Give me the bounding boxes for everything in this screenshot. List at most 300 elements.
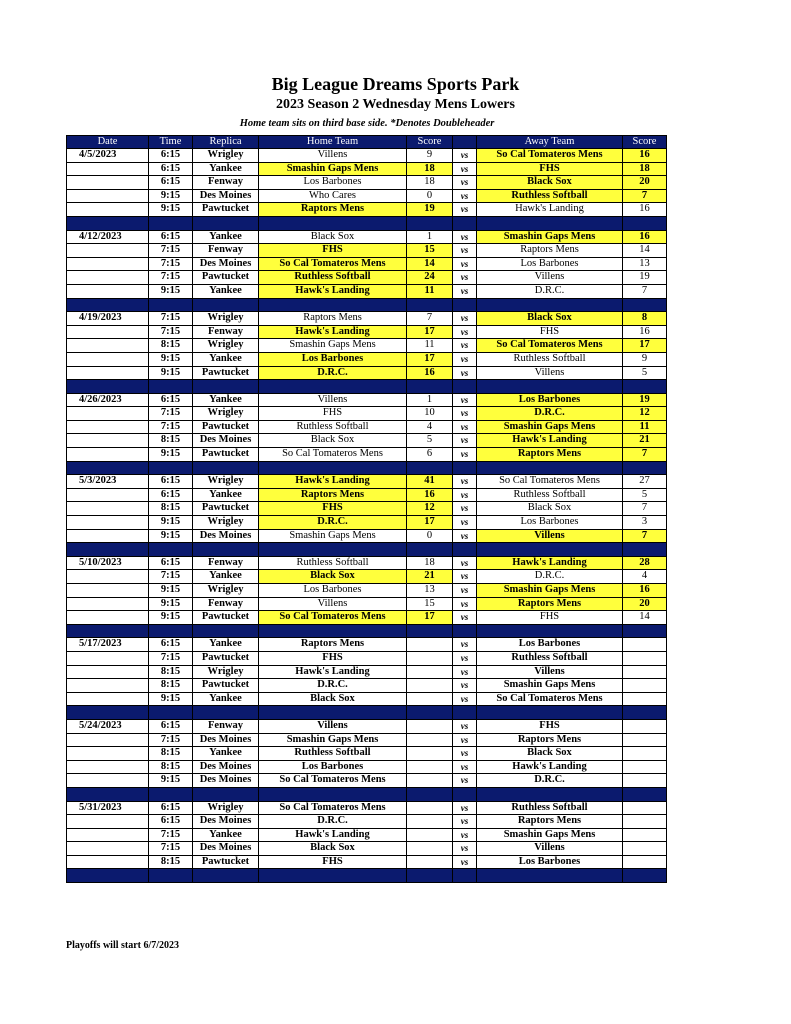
header-row	[67, 136, 667, 149]
separator-cell	[193, 461, 259, 475]
away-team: Villens	[477, 665, 623, 679]
separator-cell	[259, 543, 407, 557]
away-team: Ruthless Softball	[477, 352, 623, 366]
home-team: Ruthless Softball	[259, 271, 407, 285]
away-score	[623, 842, 667, 856]
home-team: D.R.C.	[259, 366, 407, 380]
table-row	[67, 733, 667, 747]
separator-cell	[453, 706, 477, 720]
home-score: 4	[407, 420, 453, 434]
home-team: So Cal Tomateros Mens	[259, 774, 407, 788]
vs-label: vs	[453, 149, 477, 163]
home-team: Smashin Gaps Mens	[259, 339, 407, 353]
game-time: 9:15	[149, 366, 193, 380]
home-team: Hawk's Landing	[259, 828, 407, 842]
game-date	[67, 733, 149, 747]
vs-label: vs	[453, 760, 477, 774]
game-date	[67, 774, 149, 788]
game-time: 9:15	[149, 516, 193, 530]
table-row	[67, 570, 667, 584]
game-date: 4/19/2023	[67, 312, 149, 326]
home-team: Black Sox	[259, 842, 407, 856]
away-score: 5	[623, 366, 667, 380]
home-score	[407, 733, 453, 747]
separator-cell	[149, 298, 193, 312]
game-date	[67, 325, 149, 339]
header-away-score: Score	[623, 136, 667, 149]
table-row	[67, 774, 667, 788]
game-field: Wrigley	[193, 407, 259, 421]
home-score	[407, 774, 453, 788]
week-separator	[67, 380, 667, 394]
away-score	[623, 733, 667, 747]
game-date	[67, 271, 149, 285]
game-date	[67, 502, 149, 516]
game-time: 7:15	[149, 733, 193, 747]
header-time: Time	[149, 136, 193, 149]
away-score: 8	[623, 312, 667, 326]
separator-cell	[477, 380, 623, 394]
game-date	[67, 434, 149, 448]
game-field: Yankee	[193, 747, 259, 761]
home-team: FHS	[259, 407, 407, 421]
game-date	[67, 665, 149, 679]
game-field: Des Moines	[193, 257, 259, 271]
game-field: Des Moines	[193, 760, 259, 774]
away-score	[623, 719, 667, 733]
page-subtitle: 2023 Season 2 Wednesday Mens Lowers	[276, 97, 515, 112]
away-score	[623, 801, 667, 815]
separator-cell	[193, 380, 259, 394]
vs-label: vs	[453, 203, 477, 217]
home-score	[407, 760, 453, 774]
game-date	[67, 855, 149, 869]
separator-cell	[259, 380, 407, 394]
vs-label: vs	[453, 570, 477, 584]
game-field: Pawtucket	[193, 855, 259, 869]
vs-label: vs	[453, 325, 477, 339]
home-team: FHS	[259, 855, 407, 869]
table-row	[67, 488, 667, 502]
vs-label: vs	[453, 774, 477, 788]
game-time: 7:15	[149, 312, 193, 326]
header-vs	[453, 136, 477, 149]
away-score: 16	[623, 584, 667, 598]
week-separator	[67, 298, 667, 312]
home-team: Los Barbones	[259, 352, 407, 366]
home-score: 11	[407, 284, 453, 298]
vs-label: vs	[453, 842, 477, 856]
game-date	[67, 257, 149, 271]
away-team: Smashin Gaps Mens	[477, 828, 623, 842]
away-score: 12	[623, 407, 667, 421]
home-score: 14	[407, 257, 453, 271]
week-separator	[67, 706, 667, 720]
game-time: 7:15	[149, 407, 193, 421]
home-team: So Cal Tomateros Mens	[259, 611, 407, 625]
away-team: Villens	[477, 529, 623, 543]
game-time: 6:15	[149, 149, 193, 163]
table-row	[67, 679, 667, 693]
away-score: 4	[623, 570, 667, 584]
away-team: Hawk's Landing	[477, 434, 623, 448]
game-time: 7:15	[149, 842, 193, 856]
home-team: Villens	[259, 597, 407, 611]
game-time: 6:15	[149, 638, 193, 652]
game-field: Des Moines	[193, 774, 259, 788]
home-team: Raptors Mens	[259, 488, 407, 502]
page-note: Home team sits on third base side. *Denotes Doubleheader	[239, 118, 495, 129]
separator-cell	[259, 869, 407, 883]
home-team: Los Barbones	[259, 176, 407, 190]
vs-label: vs	[453, 189, 477, 203]
vs-label: vs	[453, 801, 477, 815]
away-score	[623, 855, 667, 869]
game-date	[67, 529, 149, 543]
game-date	[67, 842, 149, 856]
separator-cell	[623, 298, 667, 312]
table-row	[67, 801, 667, 815]
away-team: Los Barbones	[477, 257, 623, 271]
game-time: 8:15	[149, 747, 193, 761]
game-time: 6:15	[149, 719, 193, 733]
away-team: Los Barbones	[477, 638, 623, 652]
away-score: 17	[623, 339, 667, 353]
home-team: Villens	[259, 149, 407, 163]
home-team: Smashin Gaps Mens	[259, 529, 407, 543]
game-date	[67, 488, 149, 502]
game-date	[67, 584, 149, 598]
game-date: 5/3/2023	[67, 475, 149, 489]
home-score: 17	[407, 325, 453, 339]
table-row	[67, 149, 667, 163]
separator-cell	[407, 543, 453, 557]
home-score: 18	[407, 556, 453, 570]
separator-cell	[477, 787, 623, 801]
separator-cell	[407, 216, 453, 230]
vs-label: vs	[453, 529, 477, 543]
game-date	[67, 244, 149, 258]
vs-label: vs	[453, 855, 477, 869]
separator-cell	[407, 869, 453, 883]
game-time: 7:15	[149, 257, 193, 271]
separator-cell	[407, 787, 453, 801]
home-score	[407, 842, 453, 856]
separator-cell	[477, 869, 623, 883]
away-score: 11	[623, 420, 667, 434]
home-score: 1	[407, 230, 453, 244]
game-date	[67, 162, 149, 176]
game-time: 6:15	[149, 230, 193, 244]
away-score: 16	[623, 230, 667, 244]
schedule-table	[66, 135, 667, 883]
away-score: 9	[623, 352, 667, 366]
home-score: 0	[407, 529, 453, 543]
vs-label: vs	[453, 366, 477, 380]
separator-cell	[623, 216, 667, 230]
game-field: Yankee	[193, 638, 259, 652]
away-score	[623, 774, 667, 788]
home-score: 21	[407, 570, 453, 584]
table-row	[67, 747, 667, 761]
header-date: Date	[67, 136, 149, 149]
week-separator	[67, 543, 667, 557]
game-field: Des Moines	[193, 842, 259, 856]
away-score: 28	[623, 556, 667, 570]
home-team: Hawk's Landing	[259, 325, 407, 339]
vs-label: vs	[453, 244, 477, 258]
away-score: 7	[623, 189, 667, 203]
game-date	[67, 597, 149, 611]
vs-label: vs	[453, 162, 477, 176]
game-time: 9:15	[149, 692, 193, 706]
page-title: Big League Dreams Sports Park	[271, 74, 520, 94]
game-field: Des Moines	[193, 434, 259, 448]
away-team: So Cal Tomateros Mens	[477, 339, 623, 353]
home-score	[407, 692, 453, 706]
vs-label: vs	[453, 679, 477, 693]
separator-cell	[67, 380, 149, 394]
separator-cell	[623, 869, 667, 883]
game-time: 6:15	[149, 815, 193, 829]
game-field: Pawtucket	[193, 366, 259, 380]
vs-label: vs	[453, 488, 477, 502]
home-score: 17	[407, 352, 453, 366]
table-row	[67, 434, 667, 448]
table-row	[67, 584, 667, 598]
home-score: 5	[407, 434, 453, 448]
game-time: 9:15	[149, 529, 193, 543]
vs-label: vs	[453, 434, 477, 448]
away-team: D.R.C.	[477, 774, 623, 788]
separator-cell	[477, 216, 623, 230]
game-time: 9:15	[149, 584, 193, 598]
home-score: 12	[407, 502, 453, 516]
away-score: 21	[623, 434, 667, 448]
home-team: Black Sox	[259, 570, 407, 584]
game-date: 5/10/2023	[67, 556, 149, 570]
game-date	[67, 339, 149, 353]
table-row	[67, 244, 667, 258]
separator-cell	[623, 543, 667, 557]
away-score: 20	[623, 176, 667, 190]
table-row	[67, 638, 667, 652]
table-row	[67, 611, 667, 625]
separator-cell	[193, 543, 259, 557]
away-score	[623, 828, 667, 842]
home-team: D.R.C.	[259, 815, 407, 829]
separator-cell	[149, 543, 193, 557]
table-row	[67, 257, 667, 271]
home-score: 18	[407, 176, 453, 190]
away-score	[623, 760, 667, 774]
table-row	[67, 203, 667, 217]
home-team: Black Sox	[259, 692, 407, 706]
away-score	[623, 651, 667, 665]
home-team: Black Sox	[259, 230, 407, 244]
away-score: 20	[623, 597, 667, 611]
game-time: 9:15	[149, 203, 193, 217]
away-team: Ruthless Softball	[477, 801, 623, 815]
separator-cell	[623, 706, 667, 720]
home-score: 10	[407, 407, 453, 421]
home-team: So Cal Tomateros Mens	[259, 257, 407, 271]
game-field: Pawtucket	[193, 651, 259, 665]
game-field: Fenway	[193, 719, 259, 733]
game-date	[67, 679, 149, 693]
game-date: 5/31/2023	[67, 801, 149, 815]
away-team: Villens	[477, 366, 623, 380]
game-field: Wrigley	[193, 312, 259, 326]
game-field: Wrigley	[193, 665, 259, 679]
separator-cell	[453, 869, 477, 883]
table-row	[67, 420, 667, 434]
week-separator	[67, 787, 667, 801]
away-score: 14	[623, 611, 667, 625]
game-field: Wrigley	[193, 475, 259, 489]
away-score: 13	[623, 257, 667, 271]
home-score: 0	[407, 189, 453, 203]
game-date	[67, 570, 149, 584]
vs-label: vs	[453, 393, 477, 407]
home-team: D.R.C.	[259, 516, 407, 530]
home-team: Villens	[259, 393, 407, 407]
home-score: 11	[407, 339, 453, 353]
game-date	[67, 760, 149, 774]
separator-cell	[193, 869, 259, 883]
game-field: Yankee	[193, 352, 259, 366]
game-date	[67, 352, 149, 366]
game-field: Fenway	[193, 597, 259, 611]
game-time: 8:15	[149, 502, 193, 516]
game-time: 7:15	[149, 828, 193, 842]
away-team: D.R.C.	[477, 284, 623, 298]
game-date: 4/26/2023	[67, 393, 149, 407]
game-time: 6:15	[149, 488, 193, 502]
home-score	[407, 665, 453, 679]
home-score	[407, 801, 453, 815]
game-time: 6:15	[149, 393, 193, 407]
table-row	[67, 352, 667, 366]
away-score: 14	[623, 244, 667, 258]
game-field: Wrigley	[193, 584, 259, 598]
game-field: Fenway	[193, 176, 259, 190]
home-score: 19	[407, 203, 453, 217]
game-date	[67, 611, 149, 625]
game-field: Pawtucket	[193, 679, 259, 693]
separator-cell	[477, 543, 623, 557]
game-field: Yankee	[193, 230, 259, 244]
away-team: FHS	[477, 611, 623, 625]
separator-cell	[149, 706, 193, 720]
home-score: 17	[407, 516, 453, 530]
table-row	[67, 665, 667, 679]
home-team: So Cal Tomateros Mens	[259, 448, 407, 462]
week-separator	[67, 216, 667, 230]
away-team: Hawk's Landing	[477, 203, 623, 217]
week-separator	[67, 869, 667, 883]
vs-label: vs	[453, 638, 477, 652]
vs-label: vs	[453, 176, 477, 190]
separator-cell	[407, 706, 453, 720]
separator-cell	[453, 787, 477, 801]
away-team: Smashin Gaps Mens	[477, 679, 623, 693]
game-time: 7:15	[149, 651, 193, 665]
table-row	[67, 271, 667, 285]
game-date	[67, 815, 149, 829]
header-away-team: Away Team	[477, 136, 623, 149]
separator-cell	[149, 787, 193, 801]
separator-cell	[193, 216, 259, 230]
away-score: 5	[623, 488, 667, 502]
vs-label: vs	[453, 597, 477, 611]
game-time: 9:15	[149, 352, 193, 366]
game-time: 9:15	[149, 189, 193, 203]
vs-label: vs	[453, 815, 477, 829]
game-date	[67, 203, 149, 217]
separator-cell	[67, 298, 149, 312]
game-time: 8:15	[149, 679, 193, 693]
home-team: D.R.C.	[259, 679, 407, 693]
vs-label: vs	[453, 584, 477, 598]
separator-cell	[149, 380, 193, 394]
away-score	[623, 665, 667, 679]
home-score: 18	[407, 162, 453, 176]
game-time: 9:15	[149, 597, 193, 611]
game-date	[67, 176, 149, 190]
home-score: 17	[407, 611, 453, 625]
table-row	[67, 828, 667, 842]
separator-cell	[193, 787, 259, 801]
game-time: 9:15	[149, 611, 193, 625]
vs-label: vs	[453, 230, 477, 244]
game-field: Des Moines	[193, 815, 259, 829]
separator-cell	[67, 787, 149, 801]
game-field: Fenway	[193, 244, 259, 258]
game-field: Yankee	[193, 692, 259, 706]
vs-label: vs	[453, 312, 477, 326]
game-field: Wrigley	[193, 516, 259, 530]
vs-label: vs	[453, 271, 477, 285]
vs-label: vs	[453, 556, 477, 570]
home-score: 9	[407, 149, 453, 163]
table-row	[67, 516, 667, 530]
game-time: 8:15	[149, 434, 193, 448]
away-team: FHS	[477, 325, 623, 339]
home-team: FHS	[259, 651, 407, 665]
away-team: Ruthless Softball	[477, 651, 623, 665]
playoffs-footer: Playoffs will start 6/7/2023	[66, 940, 180, 951]
away-team: So Cal Tomateros Mens	[477, 475, 623, 489]
game-field: Yankee	[193, 570, 259, 584]
game-field: Pawtucket	[193, 502, 259, 516]
vs-label: vs	[453, 352, 477, 366]
separator-cell	[67, 461, 149, 475]
vs-label: vs	[453, 420, 477, 434]
away-team: Hawk's Landing	[477, 556, 623, 570]
away-score: 16	[623, 149, 667, 163]
separator-cell	[67, 543, 149, 557]
separator-cell	[259, 298, 407, 312]
vs-label: vs	[453, 747, 477, 761]
home-score	[407, 747, 453, 761]
separator-cell	[259, 787, 407, 801]
separator-cell	[259, 624, 407, 638]
home-team: Smashin Gaps Mens	[259, 733, 407, 747]
away-score: 27	[623, 475, 667, 489]
vs-label: vs	[453, 665, 477, 679]
separator-cell	[477, 706, 623, 720]
